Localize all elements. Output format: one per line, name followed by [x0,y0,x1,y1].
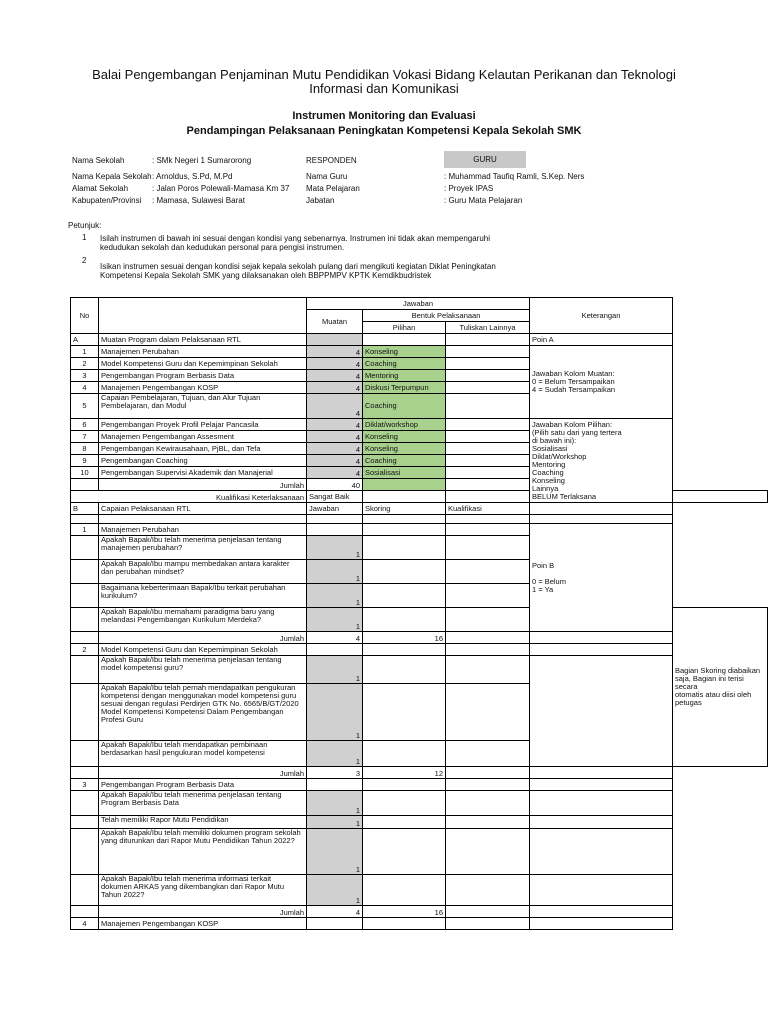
keterangan-line: Konseling [532,475,565,485]
group-no: 4 [71,918,99,930]
keterangan-line: di bawah ini): [532,435,577,445]
group-keterangan [530,644,673,656]
question-row [71,741,768,767]
section-a-label: Muatan Program dalam Pelaksanaan RTL [99,334,307,346]
alamat-label: Alamat Sekolah [72,184,129,193]
header-no: No [71,298,99,334]
question-no [71,816,99,829]
jabatan-label: Jabatan [306,196,335,205]
kepala-sekolah-label: Nama Kepala Sekolah [72,172,152,181]
keterangan-line: Poin B [532,560,555,570]
spacer-cell [71,515,99,524]
group-skoring [363,779,446,791]
item-tuliskan [446,431,530,443]
section-b-group-row [71,779,768,791]
header-blank [99,298,307,334]
question-keterangan [530,791,673,816]
mapel-label: Mata Pelajaran [306,184,360,193]
jumlah-value: 40 [307,479,363,491]
question-skoring [363,584,446,608]
section-a-tuliskan [446,334,530,346]
question-skoring [363,791,446,816]
item-tuliskan [446,455,530,467]
question-kualifikasi [446,536,530,560]
kualifikasi-value: Sangat Baik [307,491,363,503]
jabatan-value: : Guru Mata Pelajaran [444,196,523,205]
institution-line-2: Informasi dan Komunikasi [309,81,459,96]
question-answer: 1 [307,741,363,767]
group-label: Manajemen Perubahan [99,524,307,536]
item-label: Pengembangan Proyek Profil Pelajar Pancasila [99,419,307,431]
item-no: 9 [71,455,99,467]
kualifikasi-keterangan [673,491,768,503]
item-no: 8 [71,443,99,455]
question-row [71,875,768,906]
question-text: Apakah Bapak/Ibu telah menerima penjelasan tentang model kompetensi guru? [99,656,307,684]
item-pilihan: Coaching [363,394,446,419]
group-jumlah-row [71,906,768,918]
item-muatan: 4 [307,467,363,479]
item-pilihan: Diklat/workshop [363,419,446,431]
section-a-row [71,334,768,346]
item-no: 10 [71,467,99,479]
item-pilihan: Konseling [363,443,446,455]
question-keterangan [530,816,673,829]
jumlah-label: Jumlah [99,479,307,491]
group-jawaban [307,918,363,930]
spacer-cell [363,515,446,524]
item-no: 1 [71,346,99,358]
keterangan-line: Sosialisasi [532,443,568,453]
nama-guru-label: Nama Guru [306,172,348,181]
item-tuliskan [446,419,530,431]
question-text: Apakah Bapak/Ibu mampu membedakan antara karakter dan perubahan mindset? [99,560,307,584]
item-no: 4 [71,382,99,394]
question-text: Bagaimana keberterimaan Bapak/Ibu terkait perubahan kurikulum? [99,584,307,608]
question-skoring [363,560,446,584]
group-skoring [363,644,446,656]
question-kualifikasi [446,829,530,875]
item-no: 2 [71,358,99,370]
section-a-no: A [71,334,99,346]
item-label: Pengembangan Coaching [99,455,307,467]
question-row [71,829,768,875]
question-kualifikasi [446,741,530,767]
question-answer: 1 [307,816,363,829]
question-no [71,560,99,584]
keterangan-line: Diklat/Workshop [532,451,587,461]
question-skoring [363,875,446,906]
kualifikasi-label: Kualifikasi Keterlaksanaan [71,491,307,503]
keterangan-line: Jawaban Kolom Muatan: [532,369,615,378]
keterangan-line: Coaching [532,467,564,477]
keterangan-line: BELUM Terlaksana [532,491,597,501]
group-keterangan [530,779,673,791]
institution-name [0,68,768,96]
group-jumlah-value: 3 [307,767,363,779]
question-row [71,791,768,816]
item-label: Pengembangan Program Berbasis Data [99,370,307,382]
header-jawaban: Jawaban [307,298,530,310]
item-muatan: 4 [307,431,363,443]
item-label: Pengembangan Kewirausahaan, PjBL, dan Tefa [99,443,307,455]
spacer-cell [446,515,530,524]
question-row [71,816,768,829]
nama-guru-value: : Muhammad Taufiq Ramli, S.Kep. Ners [444,172,585,181]
spacer-cell [307,515,363,524]
jumlah-pilihan [363,479,446,491]
section-a-keterangan: Poin A [530,334,673,346]
keterangan-line: otomatis atau diisi oleh [675,690,752,699]
question-skoring [363,684,446,741]
petunjuk-2-line-1: Isikan instrumen sesuai dengan kondisi sejak kepala sekolah pulang dari mengikuti kegiatan Diklat Peningkatan [100,262,496,271]
group-jumlah-label: Jumlah [99,906,307,918]
question-text: Apakah Bapak/Ibu telah mendapatkan pembinaan berdasarkan hasil pengukuran model kompetensi [99,741,307,767]
keterangan-skoring [673,608,768,767]
group-kualifikasi-value [446,767,530,779]
question-no [71,741,99,767]
group-skor-value: 16 [363,906,446,918]
alamat-value: : Jalan Poros Polewali-Mamasa Km 37 [152,184,290,193]
item-label: Model Kompetensi Guru dan Kepemimpinan Sekolah [99,358,307,370]
question-text: Apakah Bapak/Ibu telah menerima informasi terkait dokumen ARKAS yang dikembangkan dari Rapor Mutu Tahun 2022? [99,875,307,906]
question-no [71,656,99,684]
question-answer: 1 [307,608,363,632]
petunjuk-2-line-2: Kompetensi Kepala Sekolah SMK yang dilaksanakan oleh BBPPMPV KPTK Kemdikbudristek [100,271,432,280]
question-skoring [363,536,446,560]
header-muatan: Muatan [307,310,363,334]
group-no: 2 [71,644,99,656]
monitoring-table [70,297,768,930]
responden-value: GURU [444,151,526,168]
group-kualifikasi [446,779,530,791]
kabupaten-label: Kabupaten/Provinsi [72,196,142,205]
question-keterangan [530,829,673,875]
nama-sekolah-value: : SMk Negeri 1 Sumarorong [152,156,252,165]
section-b-keterangan [530,503,673,515]
item-tuliskan [446,394,530,419]
item-muatan: 4 [307,419,363,431]
question-kualifikasi [446,656,530,684]
item-pilihan: Coaching [363,358,446,370]
question-kualifikasi [446,608,530,632]
item-tuliskan [446,382,530,394]
group-kualifikasi-value [446,632,530,644]
item-label: Manajemen Pengembangan Assesment [99,431,307,443]
section-b-kualifikasi: Kualifikasi [446,503,530,515]
keterangan-line: Jawaban Kolom Pilihan: [532,419,613,429]
petunjuk-1-line-2: kedudukan sekolah dan kedudukan personal para pengisi instrumen. [100,243,345,252]
keterangan-line: Bagian Skoring diabaikan [675,666,761,675]
group-jumlah-blank [71,906,99,918]
item-tuliskan [446,346,530,358]
group-jumlah-value: 4 [307,906,363,918]
item-muatan: 4 [307,370,363,382]
institution-line-1: Balai Pengembangan Penjaminan Mutu Pendidikan Vokasi Bidang Kelautan Perikanan dan Teknologi [92,67,676,82]
group-label: Manajemen Pengembangan KOSP [99,918,307,930]
item-tuliskan [446,467,530,479]
section-a-muatan [307,334,363,346]
header-keterangan: Keterangan [530,298,673,334]
question-skoring [363,741,446,767]
question-text: Apakah Bapak/Ibu memahami paradigma baru yang melandasi Pengembangan Kurikulum Merdeka? [99,608,307,632]
question-kualifikasi [446,791,530,816]
question-no [71,536,99,560]
jumlah-tuliskan [446,479,530,491]
group-jawaban [307,644,363,656]
group-jumlah-value: 4 [307,632,363,644]
question-text: Apakah Bapak/Ibu telah pernah mendapatkan pengukuran kompetensi dengan menggunakan model kompetensi guru sesuai dengan regulasi Perdirjen GTK No. 6565/B/GT/2020 Model Kompetensi Kompetensi Dalam Pengembangan Profesi Guru [99,684,307,741]
keterangan-line: 0 = Belum Tersampaikan [532,377,615,386]
nama-sekolah-label: Nama Sekolah [72,156,125,165]
item-pilihan: Sosialisasi [363,467,446,479]
question-row [71,656,768,684]
item-tuliskan [446,358,530,370]
question-no [71,791,99,816]
group-skoring [363,918,446,930]
item-no: 7 [71,431,99,443]
section-a-item-row [71,346,768,358]
item-label: Pengembangan Supervisi Akademik dan Manajerial [99,467,307,479]
item-muatan: 4 [307,443,363,455]
question-kualifikasi [446,584,530,608]
section-b-skoring: Skoring [363,503,446,515]
keterangan-line: (Pilih satu dari yang tertera [532,427,622,437]
responden-label: RESPONDEN [306,156,357,165]
item-pilihan: Diskusi Terpumpun [363,382,446,394]
question-skoring [363,656,446,684]
question-no [71,829,99,875]
table-header-row [71,298,768,310]
group-jumlah-row [71,767,768,779]
question-kualifikasi [446,816,530,829]
group-kualifikasi [446,644,530,656]
header-bentuk: Bentuk Pelaksanaan [363,310,530,322]
section-b-row [71,503,768,515]
item-no: 6 [71,419,99,431]
question-answer: 1 [307,536,363,560]
item-pilihan: Mentoring [363,370,446,382]
question-text: Apakah Bapak/Ibu telah memiliki dokumen program sekolah yang diturunkan dari Rapor Mutu Pendidikan Tahun 2022? [99,829,307,875]
group-jumlah-blank [71,632,99,644]
keterangan-line: saja, Bagian ini terisi secara [675,674,744,691]
group-kualifikasi [446,524,530,536]
question-skoring [363,608,446,632]
section-b-label: Capaian Pelaksanaan RTL [99,503,307,515]
keterangan-muatan [530,346,673,419]
item-muatan: 4 [307,455,363,467]
question-answer: 1 [307,656,363,684]
spacer-cell [99,515,307,524]
question-text: Apakah Bapak/Ibu telah menerima penjelasan tentang Program Berbasis Data [99,791,307,816]
spacer-cell [530,515,673,524]
petunjuk-number-1: 1 [82,233,87,242]
keterangan-pilihan [530,419,673,503]
question-text: Telah memiliki Rapor Mutu Pendidikan [99,816,307,829]
keterangan-line: 0 = Belum [532,576,566,586]
question-keterangan [530,875,673,906]
item-pilihan: Coaching [363,455,446,467]
group-no: 3 [71,779,99,791]
kabupaten-value: : Mamasa, Sulawesi Barat [152,196,245,205]
item-muatan: 4 [307,382,363,394]
keterangan-line: petugas [675,698,702,707]
keterangan-line: 1 = Ya [532,584,554,594]
header-pilihan: Pilihan [363,322,446,334]
group-no: 1 [71,524,99,536]
section-a-pilihan [363,334,446,346]
item-no: 3 [71,370,99,382]
question-kualifikasi [446,684,530,741]
question-no [71,584,99,608]
item-muatan: 4 [307,358,363,370]
item-pilihan: Konseling [363,431,446,443]
keterangan-line: Mentoring [532,459,566,469]
petunjuk-number-2: 2 [82,256,87,265]
group-kualifikasi-value [446,906,530,918]
group-jumlah-blank [71,767,99,779]
petunjuk-1 [100,234,490,252]
question-row [71,684,768,741]
group-skor-value: 16 [363,632,446,644]
keterangan-poin-b [530,524,673,632]
question-answer: 1 [307,791,363,816]
question-answer: 1 [307,875,363,906]
group-jumlah-label: Jumlah [99,632,307,644]
group-jawaban [307,524,363,536]
keterangan-line: Lainnya [532,483,559,493]
group-jumlah-row [71,632,768,644]
group-jumlah-keterangan [530,767,673,779]
kualifikasi-pilihan [363,491,446,503]
kepala-sekolah-value: : Arnoldus, S.Pd, M.Pd [152,172,233,181]
item-label: Capaian Pembelajaran, Tujuan, dan Alur Tujuan Pembelajaran, dan Modul [99,394,307,419]
question-no [71,684,99,741]
group-kualifikasi [446,918,530,930]
section-b-no: B [71,503,99,515]
kualifikasi-tuliskan [446,491,530,503]
document-subtitle: Pendampingan Pelaksanaan Peningkatan Kompetensi Kepala Sekolah SMK [186,125,582,137]
petunjuk-2 [100,262,496,280]
petunjuk-1-line-1: Isilah instrumen di bawah ini sesuai dengan kondisi yang sebenarnya. Instrumen ini tidak akan mempengaruhi [100,234,491,243]
section-a-item-row [71,419,768,431]
group-label: Pengembangan Program Berbasis Data [99,779,307,791]
item-muatan: 4 [307,346,363,358]
question-answer: 1 [307,829,363,875]
group-jawaban [307,779,363,791]
item-tuliskan [446,443,530,455]
mapel-value: : Proyek IPAS [444,184,494,193]
item-label: Manajemen Pengembangan KOSP [99,382,307,394]
question-answer: 1 [307,684,363,741]
document-title: Instrumen Monitoring dan Evaluasi [292,110,476,122]
question-text: Apakah Bapak/Ibu telah menerima penjelasan tentang manajemen perubahan? [99,536,307,560]
item-muatan: 4 [307,394,363,419]
group-skoring [363,524,446,536]
group-jumlah-keterangan [530,906,673,918]
item-label: Manajemen Perubahan [99,346,307,358]
spacer-row [71,515,768,524]
item-no: 5 [71,394,99,419]
question-kualifikasi [446,560,530,584]
section-b-group-row [71,524,768,536]
item-tuliskan [446,370,530,382]
section-b-group-row [71,918,768,930]
header-tuliskan: Tuliskan Lainnya [446,322,530,334]
question-answer: 1 [307,560,363,584]
question-skoring [363,816,446,829]
petunjuk-label: Petunjuk: [68,221,102,230]
question-kualifikasi [446,875,530,906]
item-pilihan: Konseling [363,346,446,358]
section-b-jawaban: Jawaban [307,503,363,515]
section-b-group-row [71,644,768,656]
jumlah-blank [71,479,99,491]
group-label: Model Kompetensi Guru dan Kepemimpinan Sekolah [99,644,307,656]
group-jumlah-label: Jumlah [99,767,307,779]
group-skor-value: 12 [363,767,446,779]
group-keterangan [530,918,673,930]
keterangan-line: 4 = Sudah Tersampaikan [532,385,616,394]
question-answer: 1 [307,584,363,608]
question-skoring [363,829,446,875]
question-no [71,608,99,632]
question-no [71,875,99,906]
